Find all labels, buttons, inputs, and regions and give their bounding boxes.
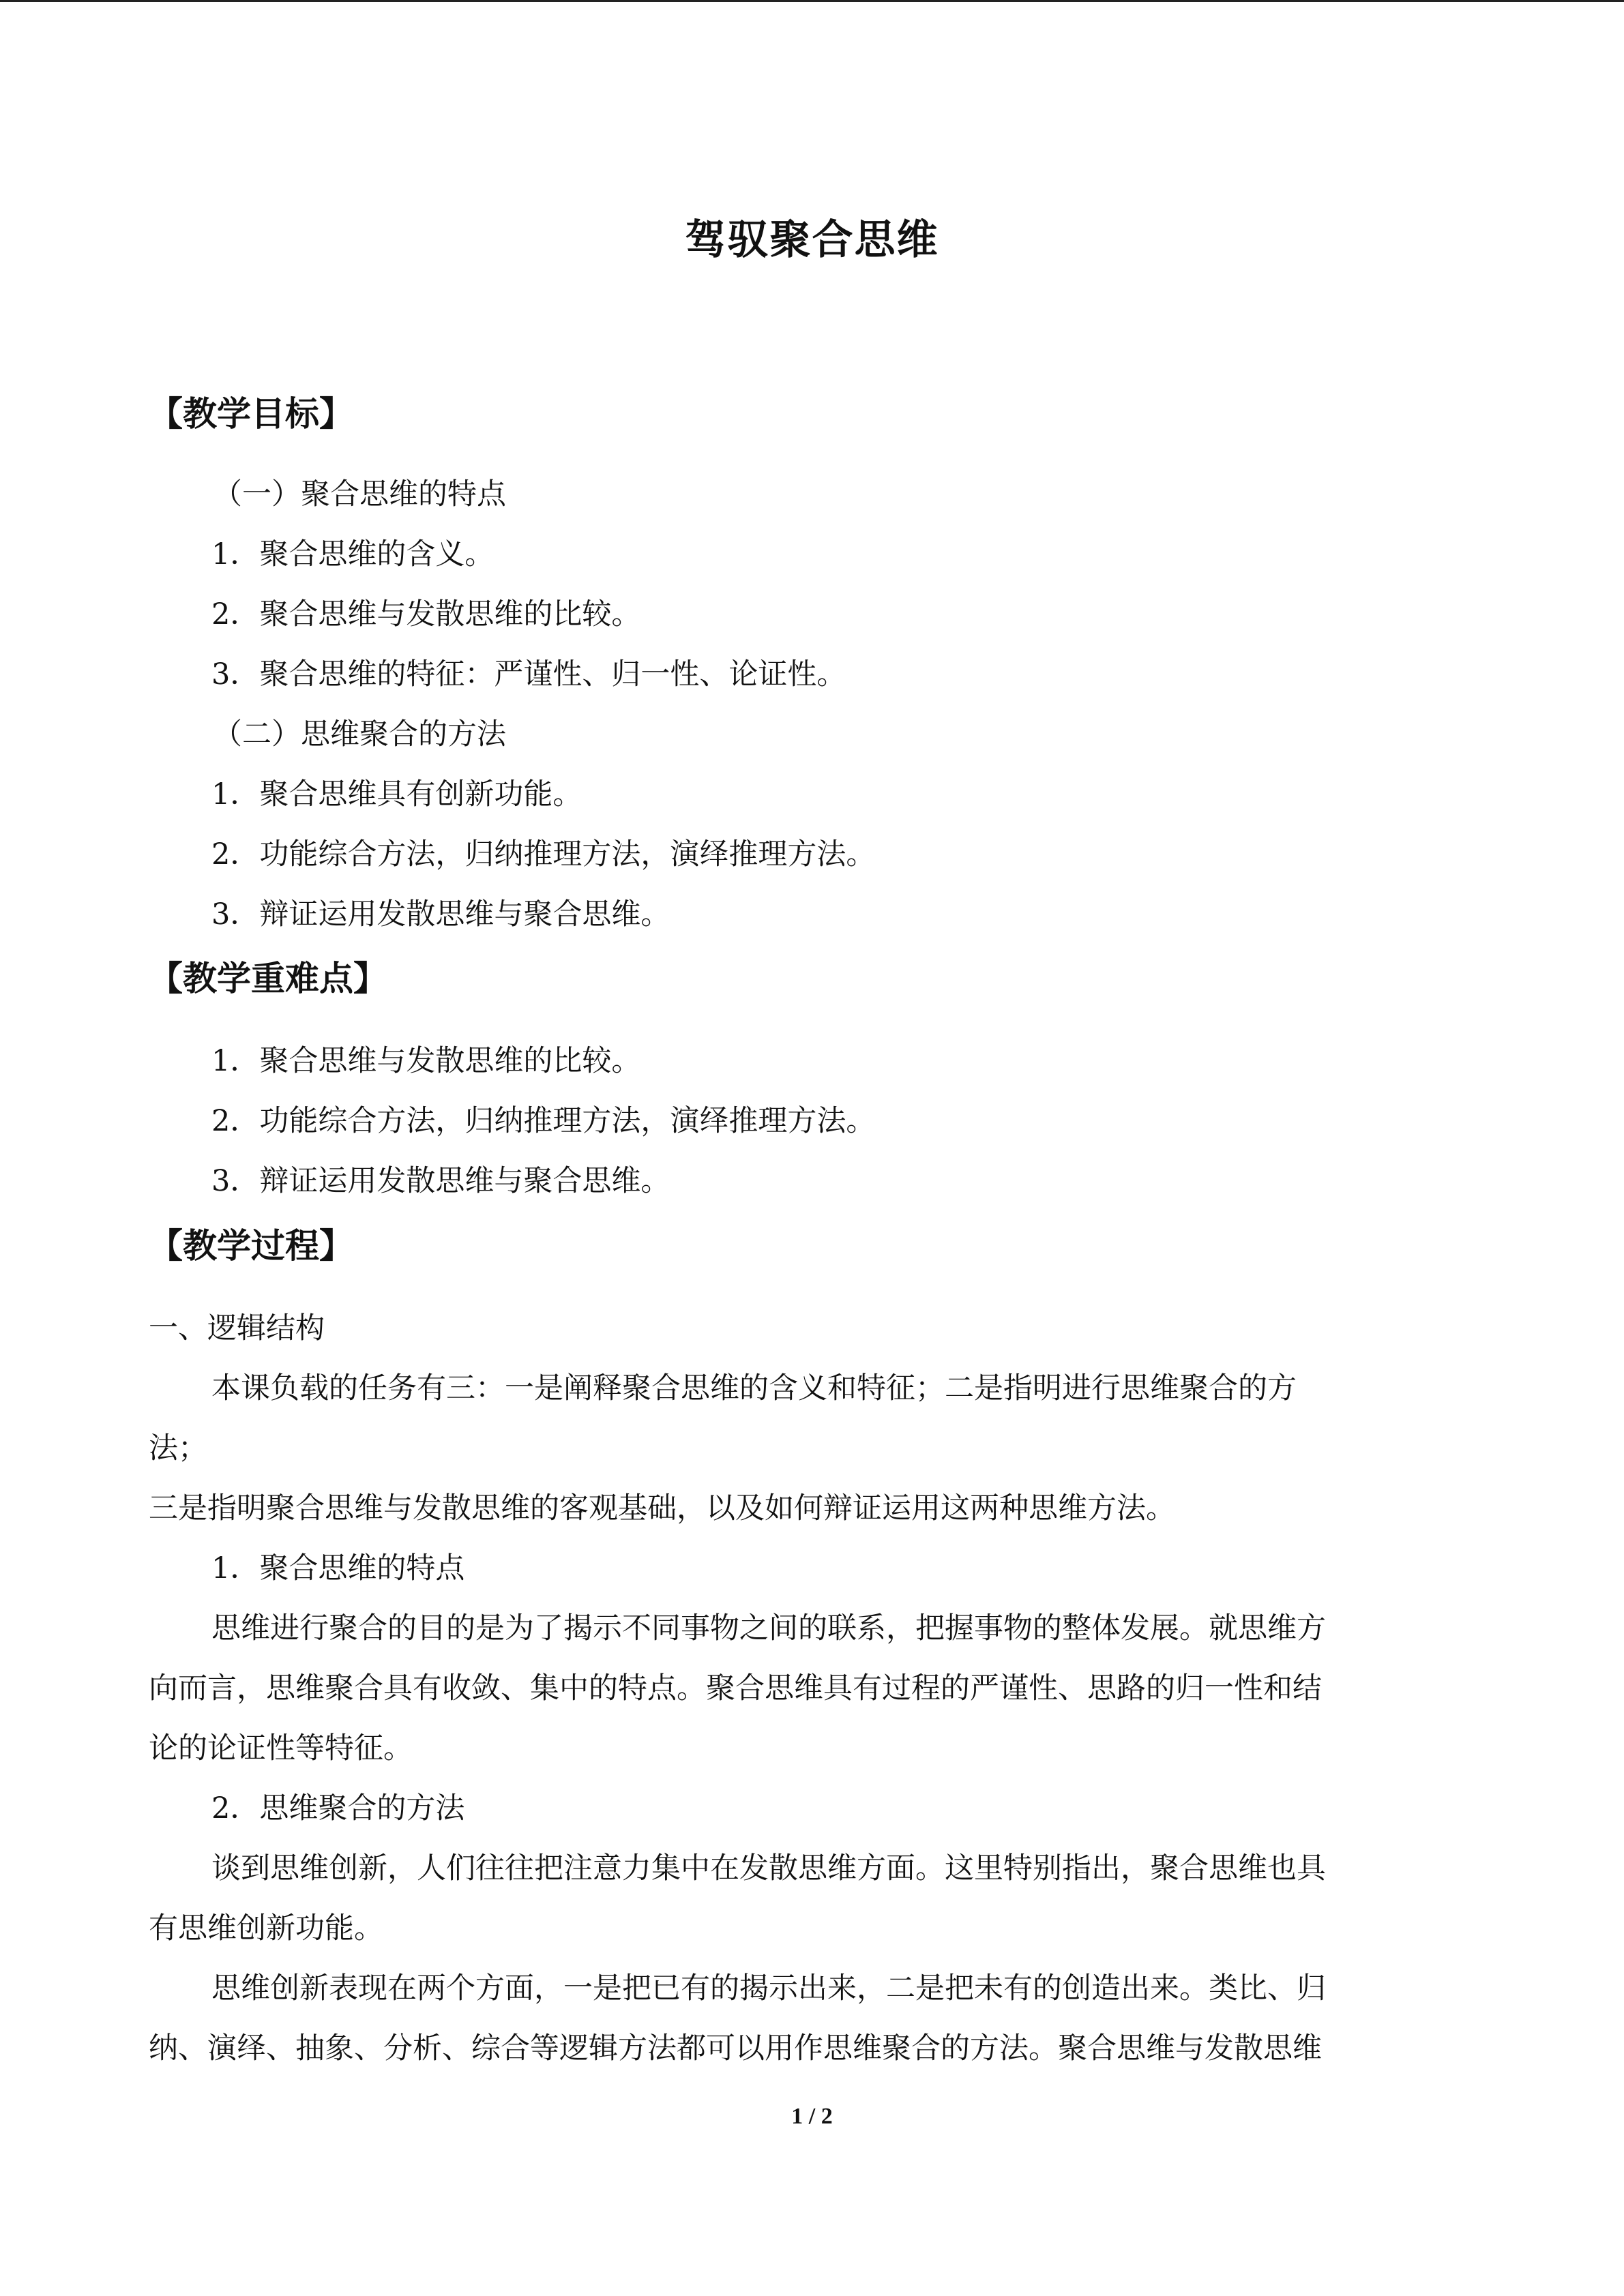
goals-item-2-2: 2．功能综合方法，归纳推理方法，演绎推理方法。: [211, 837, 876, 871]
goals-subheading-1: （一）聚合思维的特点: [213, 477, 506, 511]
heading-teaching-goals: 【教学目标】: [149, 394, 353, 434]
process-para1-line2: 法；: [149, 1431, 207, 1465]
page-number: 1 / 2: [791, 2104, 833, 2129]
goals-item-1-3: 3．聚合思维的特征：严谨性、归一性、论证性。: [211, 657, 846, 691]
process-para4-line2: 纳、演绎、抽象、分析、综合等逻辑方法都可以用作思维聚合的方法。聚合思维与发散思维: [149, 2031, 1322, 2066]
process-para1-line3: 三是指明聚合思维与发散思维的客观基础，以及如何辩证运用这两种思维方法。: [149, 1491, 1175, 1525]
process-para4-line1: 思维创新表现在两个方面，一是把已有的揭示出来，二是把未有的创造出来。类比、归: [211, 1971, 1326, 2006]
goals-item-1-2: 2．聚合思维与发散思维的比较。: [211, 597, 641, 631]
goals-item-2-1: 1．聚合思维具有创新功能。: [211, 777, 582, 811]
document-title: 驾驭聚合思维: [685, 216, 939, 264]
keypoints-item-1: 1．聚合思维与发散思维的比较。: [211, 1044, 641, 1078]
process-para3-line2: 有思维创新功能。: [149, 1911, 383, 1945]
goals-item-2-3: 3．辩证运用发散思维与聚合思维。: [211, 897, 670, 931]
process-part-title: 一、逻辑结构: [149, 1311, 325, 1345]
process-para2-line3: 论的论证性等特征。: [149, 1731, 413, 1765]
heading-key-points: 【教学重难点】: [149, 959, 387, 998]
top-border: [0, 0, 1624, 2]
process-para3-line1: 谈到思维创新，人们往往把注意力集中在发散思维方面。这里特别指出，聚合思维也具: [211, 1851, 1326, 1885]
process-subheading-2: 2．思维聚合的方法: [211, 1791, 465, 1825]
keypoints-item-2: 2．功能综合方法，归纳推理方法，演绎推理方法。: [211, 1104, 876, 1138]
heading-teaching-process: 【教学过程】: [149, 1226, 353, 1266]
goals-item-1-1: 1．聚合思维的含义。: [211, 537, 494, 571]
process-para2-line2: 向而言，思维聚合具有收敛、集中的特点。聚合思维具有过程的严谨性、思路的归一性和结: [149, 1671, 1322, 1705]
process-para2-line1: 思维进行聚合的目的是为了揭示不同事物之间的联系，把握事物的整体发展。就思维方: [211, 1611, 1326, 1645]
keypoints-item-3: 3．辩证运用发散思维与聚合思维。: [211, 1164, 670, 1198]
goals-subheading-2: （二）思维聚合的方法: [213, 717, 506, 751]
process-para1-line1: 本课负载的任务有三：一是阐释聚合思维的含义和特征；二是指明进行思维聚合的方: [211, 1371, 1297, 1405]
process-subheading-1: 1．聚合思维的特点: [211, 1551, 465, 1585]
